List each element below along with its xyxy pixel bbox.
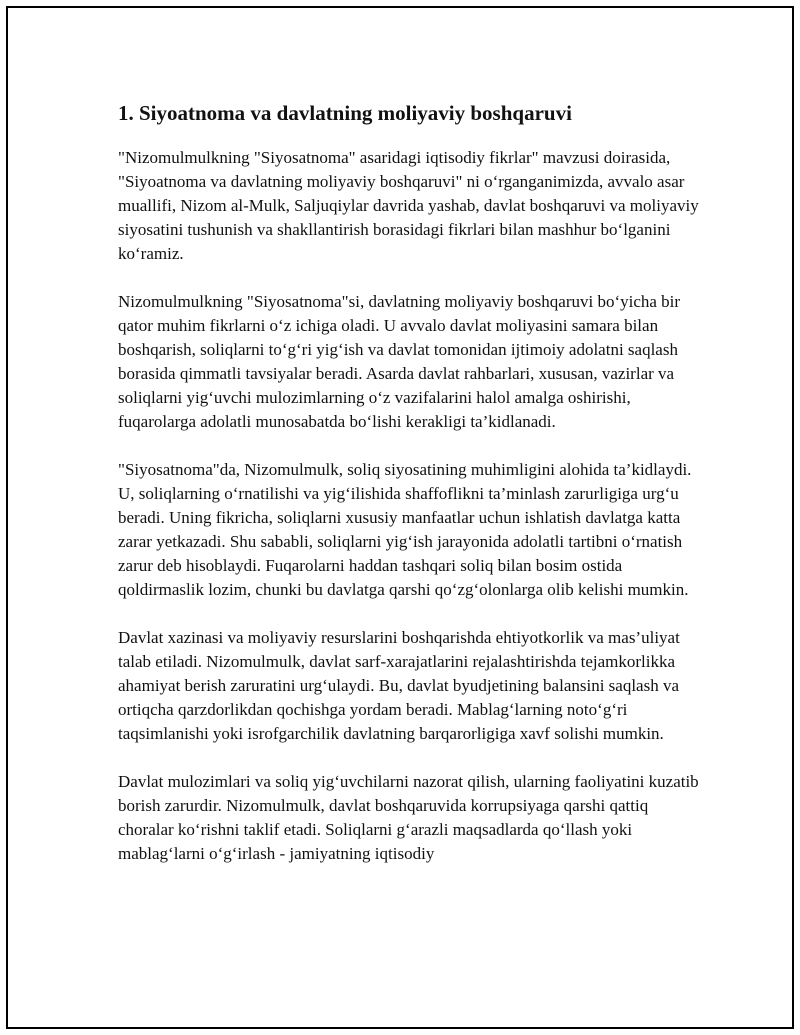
document-page [6,6,794,1029]
section-title: 1. Siyoatnoma va davlatning moliyaviy boshqaruvi [118,101,572,125]
paragraph-officials-control: Davlat mulozimlari va soliq yig‘uvchilarni nazorat qilish, ularning faoliyatini kuzatib borish zarurdir. Nizomulmulk, davlat boshqaruvida korrupsiyaga qarshi qattiq choralar ko‘rishni taklif etadi. Soliqlarni g‘arazli maqsadlarda qo‘llash yoki mablag‘larni o‘g‘irlash - jamiyatning iqtisodiy [118,772,699,863]
document-content [118,100,708,890]
paragraph-intro: "Nizomulmulkning "Siyosatnoma" asaridagi iqtisodiy fikrlar" mavzusi doirasida, "Siyoatnoma va davlatning moliyaviy boshqaruvi" ni o‘rganganimizda, avvalo asar muallifi, Nizom al-Mulk, Saljuqiylar davrida yashab, davlat boshqaruvi va moliyaviy siyosatini tushunish va shakllantirish borasidagi fikrlari bilan mashhur bo‘lganini ko‘ramiz. [118,148,699,263]
paragraph-treasury: Davlat xazinasi va moliyaviy resurslarini boshqarishda ehtiyotkorlik va mas’uliyat talab etiladi. Nizomulmulk, davlat sarf-xarajatlarini rejalashtirishda tejamkorlikka ahamiyat berish zaruratini urg‘ulaydi. Bu, davlat byudjetining balansini saqlash va ortiqcha qarzdorlikdan qochishga yordam beradi. Mablag‘larning noto‘g‘ri taqsimlanishi yoki isrofgarchilik davlatning barqarorligiga xavf solishi mumkin. [118,628,680,743]
paragraph-tax-policy: "Siyosatnoma"da, Nizomulmulk, soliq siyosatining muhimligini alohida ta’kidlaydi. U, soliqlarning o‘rnatilishi va yig‘ilishida shaffoflikni ta’minlash zarurligiga urg‘u beradi. Uning fikricha, soliqlarni xususiy manfaatlar uchun ishlatish davlatga katta zarar yetkazadi. Shu sababli, soliqlarni yig‘ish jarayonida adolatli tartibni o‘rnatish zarur deb hisoblaydi. Fuqarolarni haddan tashqari soliq bilan bosim ostida qoldirmaslik lozim, chunki bu davlatga qarshi qo‘zg‘olonlarga olib kelishi mumkin. [118,460,692,599]
paragraph-financial-management: Nizomulmulkning "Siyosatnoma"si, davlatning moliyaviy boshqaruvi bo‘yicha bir qator muhim fikrlarni o‘z ichiga oladi. U avvalo davlat moliyasini samara bilan boshqarish, soliqlarni to‘g‘ri yig‘ish va davlat tomonidan ijtimoiy adolatni saqlash borasida qimmatli tavsiyalar beradi. Asarda davlat rahbarlari, xususan, vazirlar va soliqlarni yig‘uvchi mulozimlarning o‘z vazifalarini halol amalga oshirishi, fuqarolarga adolatli munosabatda bo‘lishi kerakligi ta’kidlanadi. [118,292,681,431]
